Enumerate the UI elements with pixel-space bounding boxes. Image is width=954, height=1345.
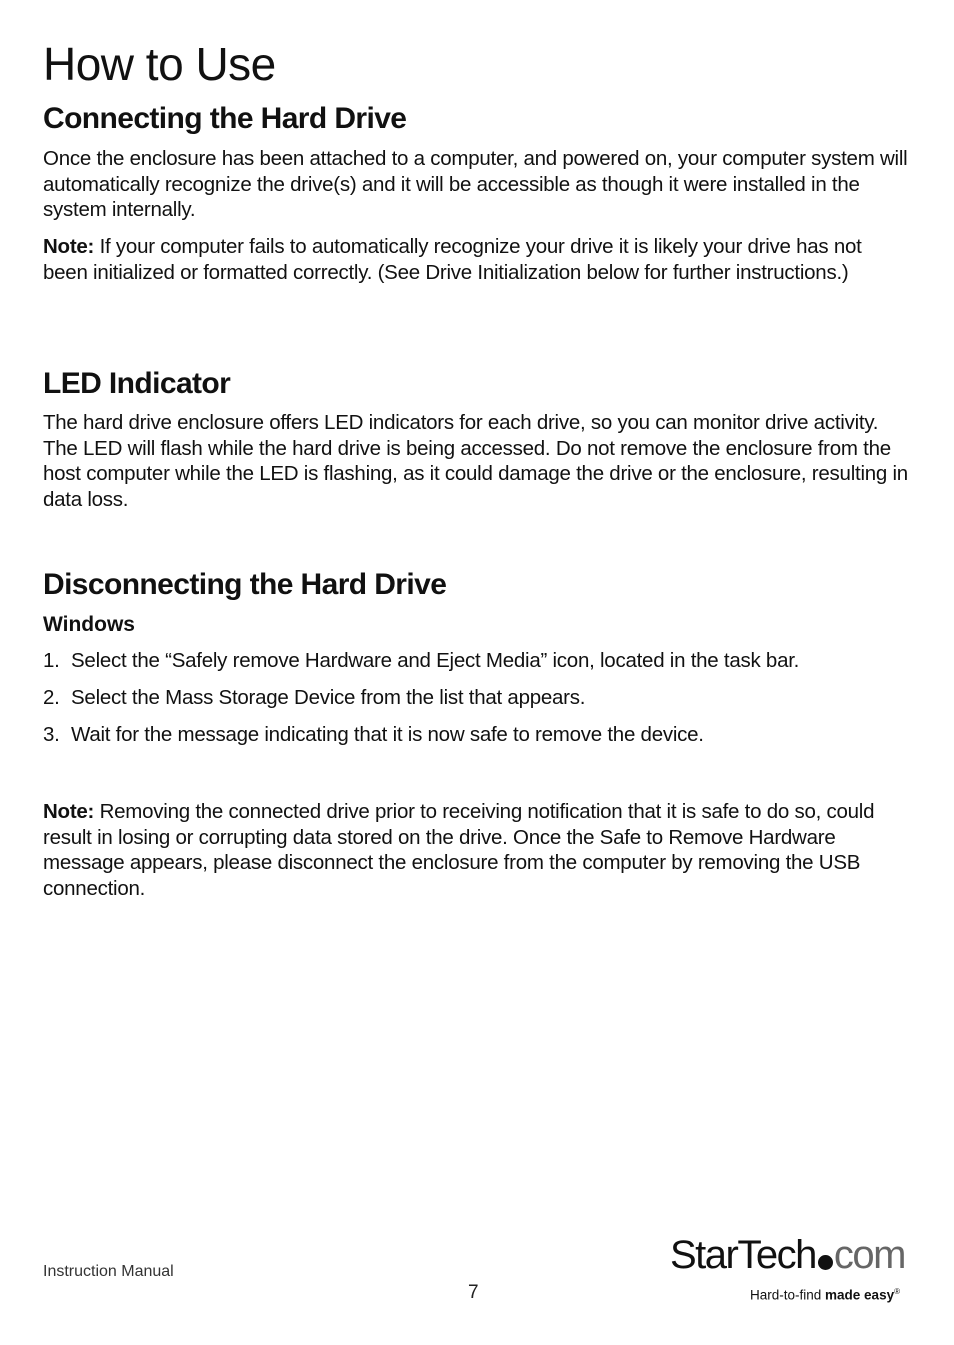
list-item <box>43 648 909 674</box>
startech-logo <box>670 1233 914 1303</box>
disconnecting-note <box>43 799 909 901</box>
connecting-note <box>43 234 909 285</box>
step-text: Select the “Safely remove Hardware and Eject Media” icon, located in the task bar. <box>71 649 800 672</box>
page-number: 7 <box>468 1282 479 1303</box>
logo-domain: com <box>833 1233 905 1277</box>
step-number: 3. <box>43 723 60 746</box>
logo-dot-icon <box>818 1255 833 1270</box>
list-item <box>43 685 909 711</box>
section-heading-led: LED Indicator <box>43 367 231 400</box>
logo-brand: StarTech <box>670 1233 816 1277</box>
connecting-paragraph: Once the enclosure has been attached to a computer, and powered on, your computer system will automatically recognize the drive(s) and it will be accessible as though it were installed in the system internally. <box>43 147 908 221</box>
tagline-bold: made easy <box>825 1287 895 1303</box>
tagline-regular: Hard-to-find <box>750 1287 826 1303</box>
section-heading-disconnecting: Disconnecting the Hard Drive <box>43 568 447 601</box>
logo-wordmark <box>670 1233 905 1277</box>
page-title: How to Use <box>43 38 276 90</box>
note-label: Note: <box>43 800 95 823</box>
steps-list <box>43 648 909 759</box>
registered-mark: ® <box>894 1287 900 1296</box>
step-number: 1. <box>43 649 60 672</box>
logo-tagline <box>750 1283 900 1305</box>
led-paragraph: The hard drive enclosure offers LED indicators for each drive, so you can monitor drive activity. The LED will flash while the hard drive is being accessed. Do not remove the enclosure from the host computer while the LED is flashing, as it could damage the drive or the enclosure, resulting in data loss. <box>43 411 908 511</box>
step-text: Wait for the message indicating that it is now safe to remove the device. <box>71 723 704 746</box>
note-label: Note: <box>43 235 95 258</box>
step-text: Select the Mass Storage Device from the list that appears. <box>71 686 586 709</box>
note-text: If your computer fails to automatically recognize your drive it is likely your drive has not been initialized or formatted correctly. (See Drive Initialization below for further instructions.) <box>43 235 862 284</box>
section-heading-connecting: Connecting the Hard Drive <box>43 102 407 135</box>
step-number: 2. <box>43 686 60 709</box>
note-text: Removing the connected drive prior to receiving notification that it is safe to do so, could result in losing or corrupting data stored on the drive. Once the Safe to Remove Hardware message appears, please disconnect the enclosure from the computer by removing the USB connection. <box>43 800 875 900</box>
list-item <box>43 722 909 748</box>
subheading-windows: Windows <box>43 613 135 636</box>
footer-label: Instruction Manual <box>43 1263 174 1280</box>
